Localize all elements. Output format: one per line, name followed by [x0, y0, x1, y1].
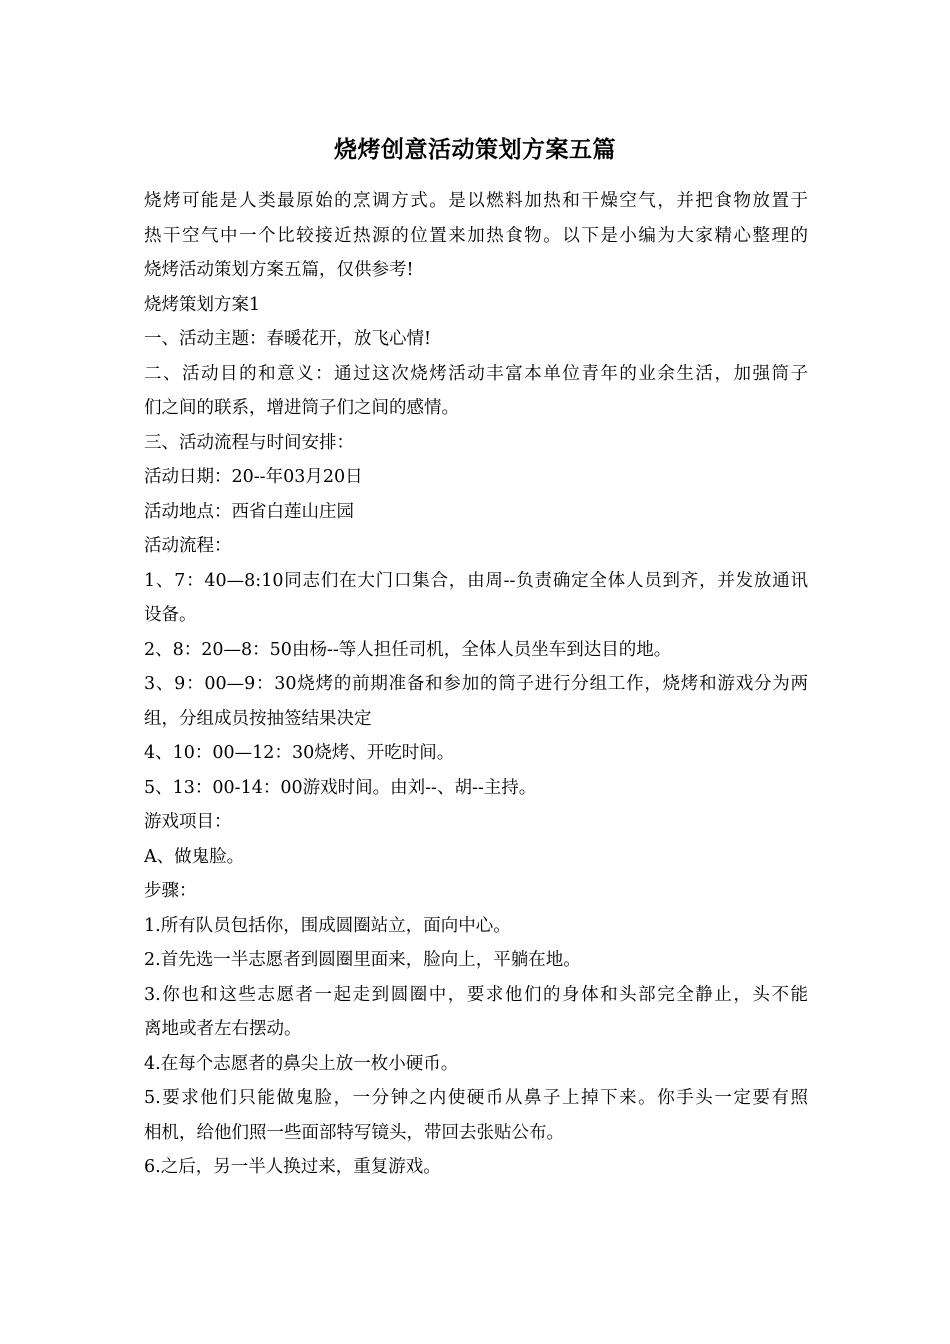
body-text-line: 们之间的联系，增进筒子们之间的感情。 [144, 398, 459, 418]
body-text-line: 4.在每个志愿者的鼻尖上放一枚小硬币。 [144, 1053, 459, 1074]
body-text-line: 设备。 [144, 605, 197, 625]
body-text-line: 热干空气中一个比较接近热源的位置来加热食物。以下是小编为大家精心整理的 [144, 225, 808, 246]
body-text-line: 步骤： [144, 881, 197, 901]
body-text-line: 活动地点：西省白莲山庄园 [144, 501, 354, 522]
body-text-line: 烧烤可能是人类最原始的烹调方式。是以燃料加热和干燥空气，并把食物放置于 [144, 191, 808, 211]
body-text-line: 烧烤活动策划方案五篇，仅供参考! [144, 260, 414, 280]
body-text-line: 活动日期：20--年03月20日 [144, 467, 363, 487]
body-text-line: 一、活动主题：春暖花开，放飞心情! [144, 329, 432, 349]
body-text-line: 游戏项目： [144, 812, 232, 832]
body-text-line: 二、活动目的和意义：通过这次烧烤活动丰富本单位青年的业余生活，加强筒子 [144, 363, 808, 384]
body-text-line: 5、13：00-14：00游戏时间。由刘--、胡--主持。 [144, 777, 537, 798]
body-text-line: 离地或者左右摆动。 [144, 1019, 302, 1039]
body-text-line: 3、9：00—9：30烧烤的前期准备和参加的筒子进行分组工作，烧烤和游戏分为两 [144, 674, 808, 694]
body-text-line: 2.首先选一半志愿者到圆圈里面来，脸向上，平躺在地。 [144, 950, 581, 970]
body-text-line: 相机，给他们照一些面部特写镜头，带回去张贴公布。 [144, 1122, 564, 1143]
body-text-line: 活动流程： [144, 536, 232, 556]
body-text-line: 组，分组成员按抽签结果决定 [144, 708, 372, 729]
body-text-line: 3.你也和这些志愿者一起走到圆圈中，要求他们的身体和头部完全静止，头不能 [144, 984, 808, 1005]
body-text-line: 三、活动流程与时间安排： [144, 432, 354, 453]
body-text-line: 1.所有队员包括你，围成圆圈站立，面向中心。 [144, 915, 511, 936]
body-text-line: 1、7：40—8:10同志们在大门口集合，由周--负责确定全体人员到齐，并发放通讯 [144, 570, 808, 591]
body-text-line: 烧烤策划方案1 [144, 294, 261, 315]
body-text-line: 6.之后，另一半人换过来，重复游戏。 [144, 1157, 441, 1177]
document-body [144, 184, 808, 1185]
body-text-line: 5.要求他们只能做鬼脸，一分钟之内使硬币从鼻子上掉下来。你手头一定要有照 [144, 1088, 808, 1108]
document-title: 烧烤创意活动策划方案五篇 [334, 136, 616, 163]
body-text-line: A、做鬼脸。 [144, 846, 245, 867]
body-text-line: 4、10：00—12：30烧烤、开吃时间。 [144, 743, 455, 763]
body-text-line: 2、8：20—8：50由杨--等人担任司机，全体人员坐车到达目的地。 [144, 639, 672, 660]
